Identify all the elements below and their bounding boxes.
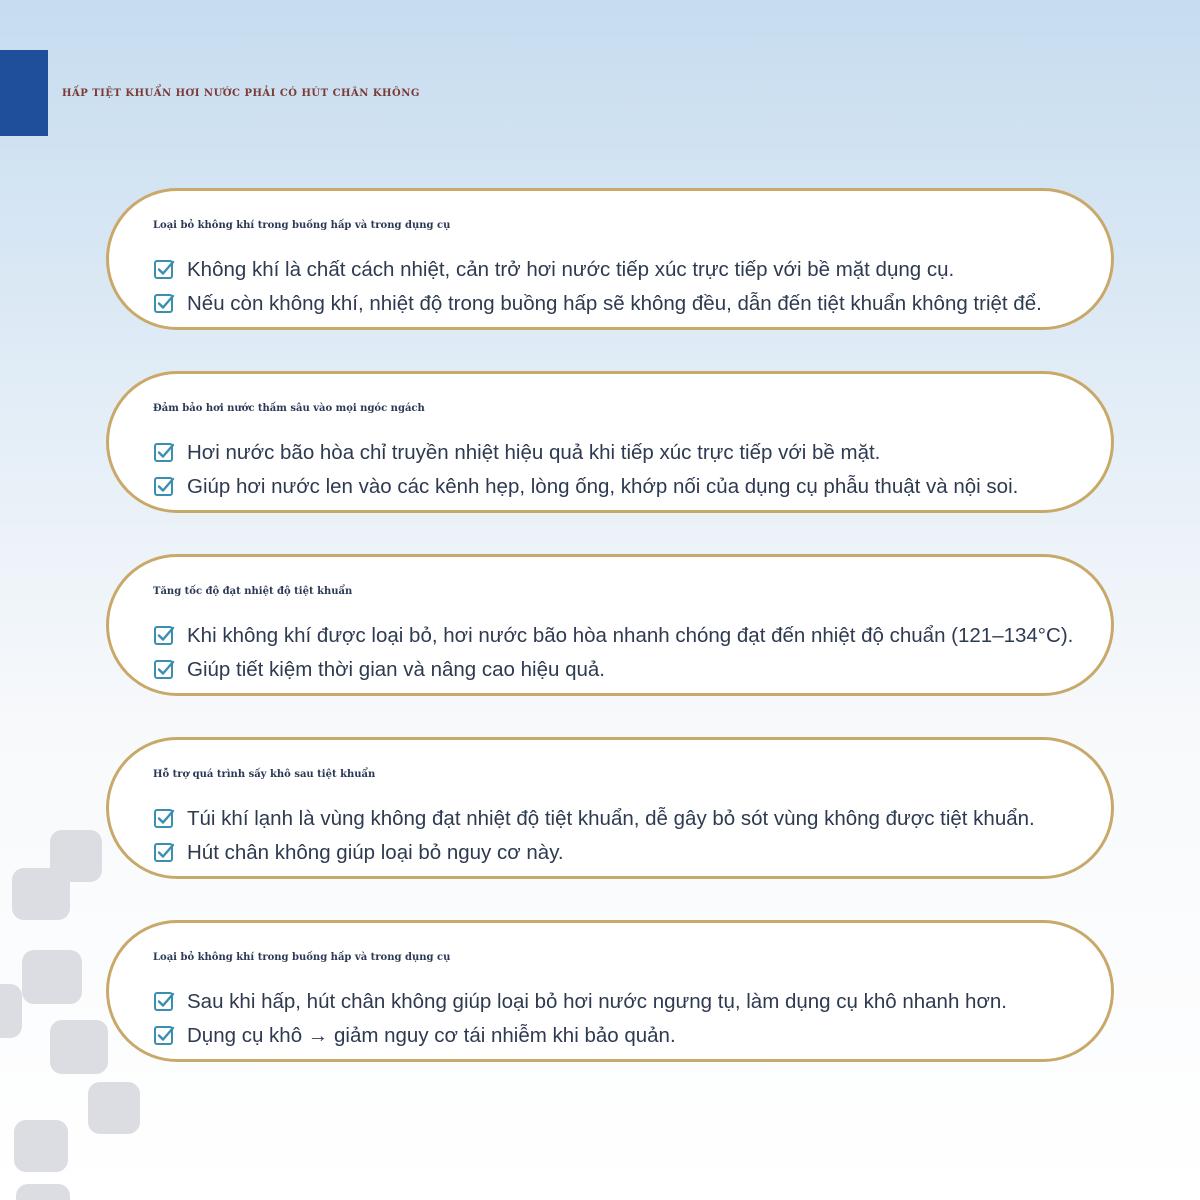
bullet-item xyxy=(153,836,1111,870)
bullet-list xyxy=(153,436,1111,504)
bullet-item xyxy=(153,287,1111,321)
card-heading: Loại bỏ không khí trong buồng hấp và trong dụng cụ xyxy=(153,220,451,231)
checkbox-check-icon xyxy=(153,625,175,647)
card-condensate-removal xyxy=(106,920,1114,1062)
bullet-item xyxy=(153,985,1111,1019)
checkbox-check-icon xyxy=(153,991,175,1013)
bullet-list xyxy=(153,619,1111,687)
card-drying-support xyxy=(106,737,1114,879)
checkbox-check-icon xyxy=(153,259,175,281)
bullet-list xyxy=(153,253,1111,321)
bullet-text: Sau khi hấp, hút chân không giúp loại bỏ hơi nước ngưng tụ, làm dụng cụ khô nhanh hơn. xyxy=(187,990,1007,1013)
checkbox-check-icon xyxy=(153,476,175,498)
checkbox-check-icon xyxy=(153,842,175,864)
bullet-text: Giúp hơi nước len vào các kênh hẹp, lòng ống, khớp nối của dụng cụ phẫu thuật và nội soi. xyxy=(187,475,1019,498)
bullet-item xyxy=(153,436,1111,470)
bullet-item xyxy=(153,1019,1111,1053)
checkbox-check-icon xyxy=(153,293,175,315)
checkbox-check-icon xyxy=(153,808,175,830)
bullet-item xyxy=(153,802,1111,836)
bullet-text: Giúp tiết kiệm thời gian và nâng cao hiệu quả. xyxy=(187,658,606,681)
bullet-text: Khi không khí được loại bỏ, hơi nước bão hòa nhanh chóng đạt đến nhiệt độ chuẩn (121–134°C). xyxy=(187,624,1074,647)
bullet-item xyxy=(153,619,1111,653)
card-heading: Hỗ trợ quá trình sấy khô sau tiệt khuẩn xyxy=(153,769,376,780)
bullet-text: Hơi nước bão hòa chỉ truyền nhiệt hiệu quả khi tiếp xúc trực tiếp với bề mặt. xyxy=(187,441,881,464)
bullet-text: Hút chân không giúp loại bỏ nguy cơ này. xyxy=(187,841,564,864)
bullet-text: Không khí là chất cách nhiệt, cản trở hơi nước tiếp xúc trực tiếp với bề mặt dụng cụ. xyxy=(187,258,955,281)
checkbox-check-icon xyxy=(153,1025,175,1047)
bullet-text: Dụng cụ khô → giảm nguy cơ tái nhiễm khi bảo quản. xyxy=(187,1024,676,1047)
page-title: HẤP TIỆT KHUẨN HƠI NƯỚC PHẢI CÓ HÚT CHÂN KHÔNG xyxy=(62,88,420,99)
card-heading: Đảm bảo hơi nước thấm sâu vào mọi ngóc ngách xyxy=(153,403,425,414)
card-air-removal xyxy=(106,188,1114,330)
card-steam-penetration xyxy=(106,371,1114,513)
card-heading: Tăng tốc độ đạt nhiệt độ tiệt khuẩn xyxy=(153,586,353,597)
bullet-list xyxy=(153,985,1111,1053)
bullet-item xyxy=(153,253,1111,287)
card-heat-speed xyxy=(106,554,1114,696)
bullet-text: Nếu còn không khí, nhiệt độ trong buồng hấp sẽ không đều, dẫn đến tiệt khuẩn không triệt để. xyxy=(187,292,1042,315)
card-heading: Loại bỏ không khí trong buồng hấp và trong dụng cụ xyxy=(153,952,451,963)
bullet-list xyxy=(153,802,1111,870)
checkbox-check-icon xyxy=(153,659,175,681)
bullet-item xyxy=(153,470,1111,504)
bullet-text: Túi khí lạnh là vùng không đạt nhiệt độ tiệt khuẩn, dễ gây bỏ sót vùng không được tiệt khuẩn. xyxy=(187,807,1035,830)
bullet-item xyxy=(153,653,1111,687)
checkbox-check-icon xyxy=(153,442,175,464)
